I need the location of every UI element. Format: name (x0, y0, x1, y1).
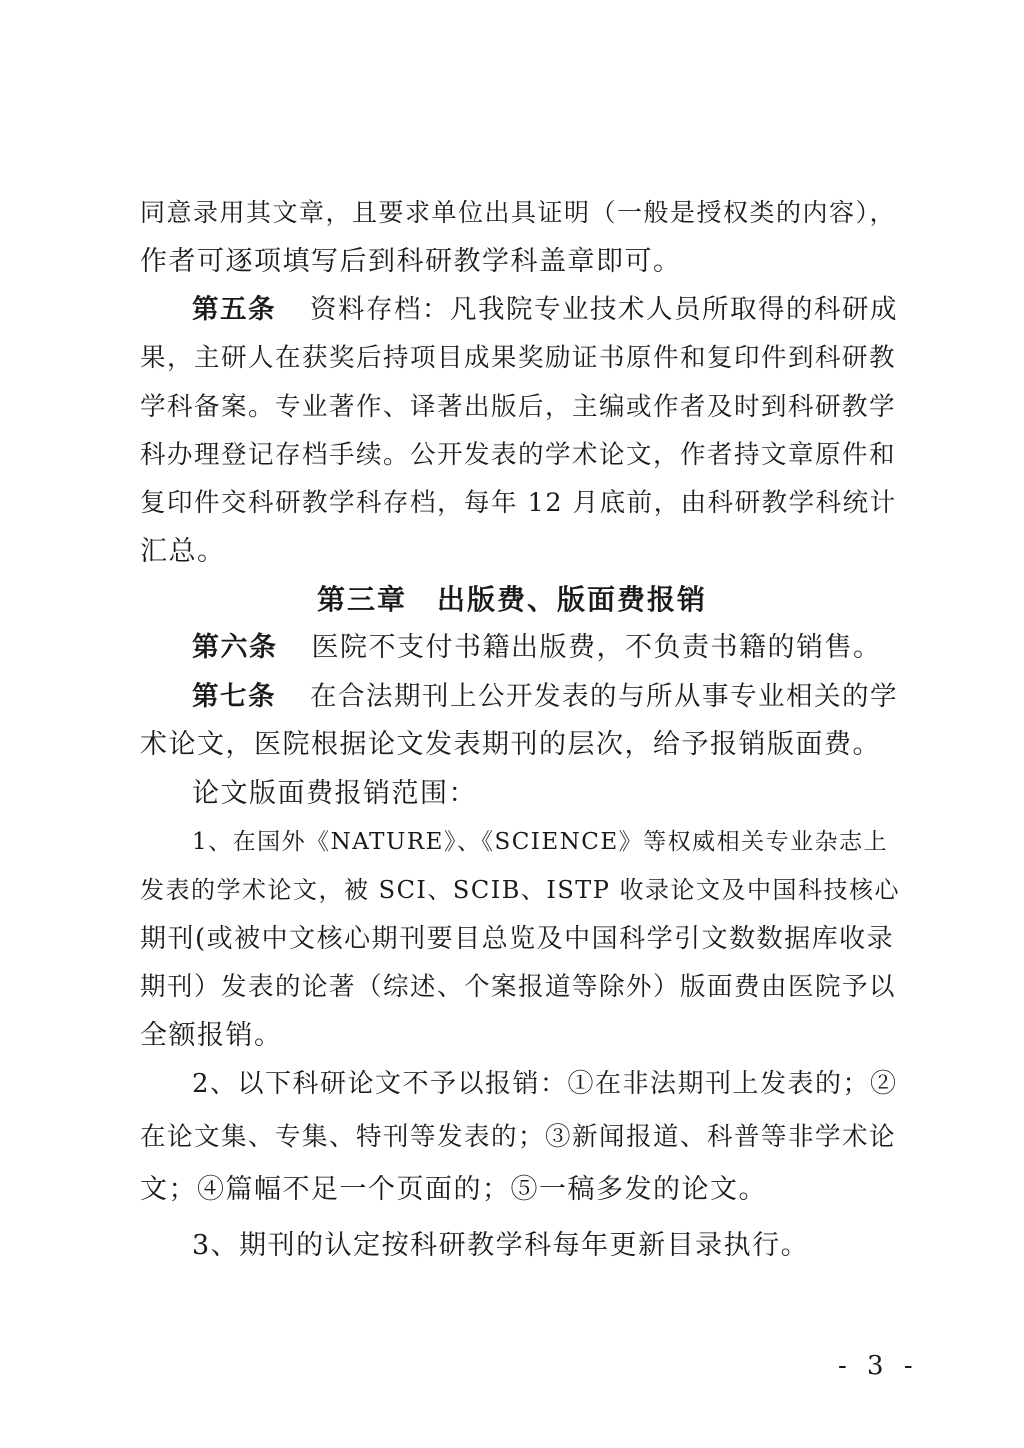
text-line: 文；④篇幅不足一个页面的；⑤一稿多发的论文。 (140, 1174, 767, 1205)
chapter-heading: 第三章 出版费、版面费报销 (316, 583, 707, 616)
text-line: 同意录用其文章，且要求单位出具证明（一般是授权类的内容）， (140, 198, 897, 227)
text-line: 汇总。 (140, 536, 226, 567)
text-line: 科办理登记存档手续。公开发表的学术论文，作者持文章原件和 (140, 440, 897, 470)
text-line: 期刊(或被中文核心期刊要目总览及中国科学引文数数据库收录 (140, 924, 895, 954)
text-line: 3、期刊的认定按科研教学科每年更新目录执行。 (192, 1230, 810, 1261)
article-6-heading: 第六条 (192, 632, 278, 663)
article-7-heading: 第七条 (192, 681, 276, 712)
article-7-first-line (192, 677, 900, 717)
scope-heading: 论文版面费报销范围： (192, 778, 477, 809)
text-line: 资料存档：凡我院专业技术人员所取得的科研成 (310, 294, 898, 325)
text-line: 术论文，医院根据论文发表期刊的层次，给予报销版面费。 (140, 729, 881, 760)
text-line: 医院不支付书籍出版费，不负责书籍的销售。 (311, 632, 882, 663)
page-number: - 3 - (838, 1351, 919, 1381)
text-line: 2、以下科研论文不予以报销：①在非法期刊上发表的；② (192, 1069, 898, 1099)
text-line: 期刊）发表的论著（综述、个案报道等除外）版面费由医院予以 (140, 972, 897, 1002)
text-line: 全额报销。 (140, 1020, 283, 1051)
text-line: 1、在国外《NATURE》、《SCIENCE》等权威相关专业杂志上 (192, 829, 889, 855)
text-line: 学科备案。专业著作、译著出版后，主编或作者及时到科研教学 (140, 392, 897, 422)
text-line: 发表的学术论文，被 SCI、SCIB、ISTP 收录论文及中国科技核心 (140, 876, 901, 904)
text-line: 在论文集、专集、特刊等发表的；③新闻报道、科普等非学术论 (140, 1122, 897, 1152)
text-line: 果，主研人在获奖后持项目成果奖励证书原件和复印件到科研教 (140, 343, 897, 373)
text-line: 作者可逐项填写后到科研教学科盖章即可。 (140, 246, 682, 277)
article-5-heading: 第五条 (192, 294, 276, 325)
text-line: 复印件交科研教学科存档，每年 12 月底前，由科研教学科统计 (140, 488, 897, 518)
article-5-first-line (192, 290, 900, 330)
article-6-line (192, 628, 900, 668)
text-line: 在合法期刊上公开发表的与所从事专业相关的学 (310, 681, 898, 712)
